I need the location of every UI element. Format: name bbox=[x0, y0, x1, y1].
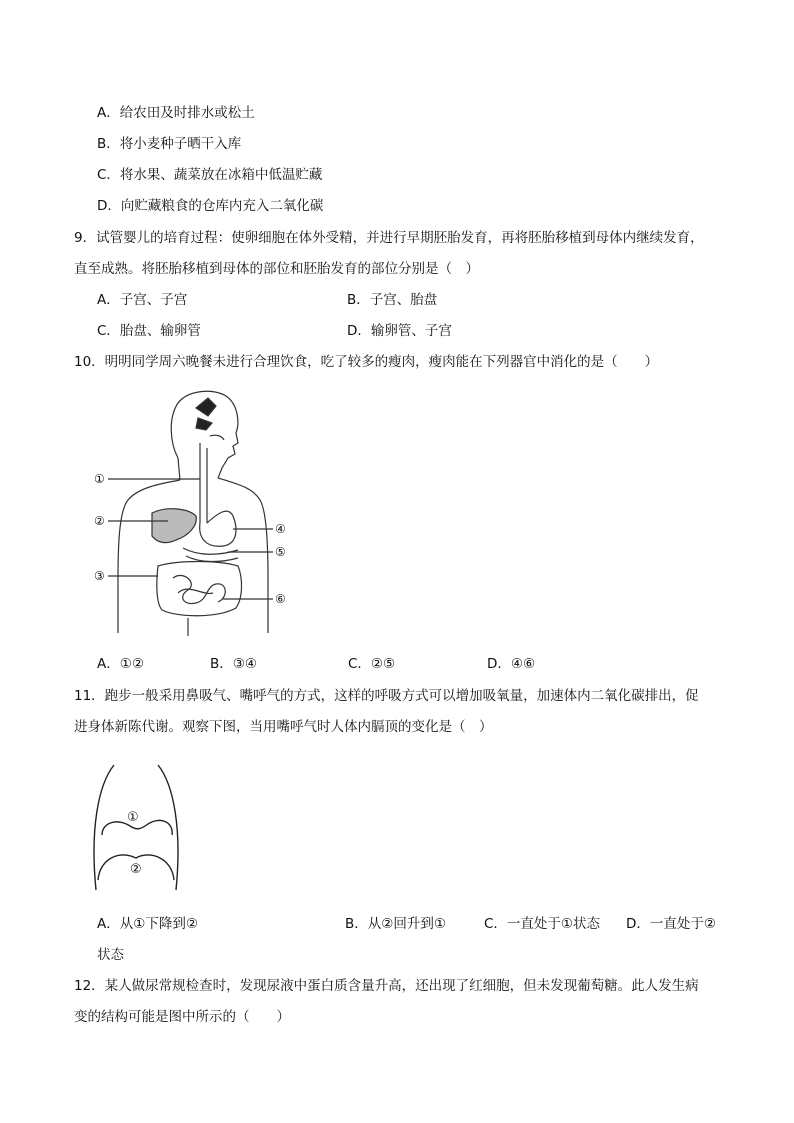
q9-option-b: B．子宫、胎盘 bbox=[347, 292, 438, 308]
diaphragm-label-1: ① bbox=[127, 810, 139, 825]
q11-option-c: C．一直处于①状态 bbox=[484, 916, 601, 932]
q9-stem-line2: 直至成熟。将胚胎移植到母体的部位和胚胎发育的部位分别是（ ） bbox=[74, 261, 479, 277]
digestive-label-4: ④ bbox=[275, 522, 286, 536]
q8-option-a: A．给农田及时排水或松土 bbox=[97, 105, 255, 121]
q11-option-b: B．从②回升到① bbox=[345, 916, 446, 932]
diaphragm-diagram bbox=[78, 760, 188, 895]
q11-stem-line1: 11．跑步一般采用鼻吸气、嘴呼气的方式，这样的呼吸方式可以增加吸氧量，加速体内二氧化碳排出，促 bbox=[74, 688, 699, 704]
q10-option-b: B．③④ bbox=[210, 656, 257, 672]
q9-option-d: D．输卵管、子宫 bbox=[347, 323, 452, 339]
digestive-label-6: ⑥ bbox=[275, 592, 286, 606]
q11-stem-line2: 进身体新陈代谢。观察下图，当用嘴呼气时人体内膈顶的变化是（ ） bbox=[74, 719, 493, 735]
q12-stem-line1: 12．某人做尿常规检查时，发现尿液中蛋白质含量升高，还出现了红细胞，但未发现葡萄糖。此人发生病 bbox=[74, 978, 699, 994]
digestive-label-1: ① bbox=[94, 472, 105, 486]
q10-option-c: C．②⑤ bbox=[348, 656, 396, 672]
diaphragm-label-2: ② bbox=[130, 862, 142, 877]
q11-option-d-continued: 状态 bbox=[97, 947, 124, 963]
q10-option-d: D．④⑥ bbox=[487, 656, 536, 672]
q11-option-a: A．从①下降到② bbox=[97, 916, 198, 932]
q10-option-a: A．①② bbox=[97, 656, 144, 672]
digestive-system-diagram bbox=[88, 388, 308, 643]
q8-option-d: D．向贮藏粮食的仓库内充入二氧化碳 bbox=[97, 198, 324, 214]
q9-option-c: C．胎盘、输卵管 bbox=[97, 323, 201, 339]
q11-option-d: D．一直处于② bbox=[626, 916, 716, 932]
q8-option-c: C．将水果、蔬菜放在冰箱中低温贮藏 bbox=[97, 167, 323, 183]
digestive-label-3: ③ bbox=[94, 569, 105, 583]
q12-stem-line2: 变的结构可能是图中所示的（ ） bbox=[74, 1009, 290, 1025]
q10-stem: 10．明明同学周六晚餐未进行合理饮食，吃了较多的瘦肉，瘦肉能在下列器官中消化的是（ ） bbox=[74, 354, 659, 370]
q9-option-a: A．子宫、子宫 bbox=[97, 292, 188, 308]
q9-stem-line1: 9．试管婴儿的培育过程：使卵细胞在体外受精，并进行早期胚胎发育，再将胚胎移植到母体内继续发育， bbox=[74, 230, 704, 246]
digestive-label-2: ② bbox=[94, 514, 105, 528]
q8-option-b: B．将小麦种子晒干入库 bbox=[97, 136, 242, 152]
digestive-label-5: ⑤ bbox=[275, 545, 286, 559]
